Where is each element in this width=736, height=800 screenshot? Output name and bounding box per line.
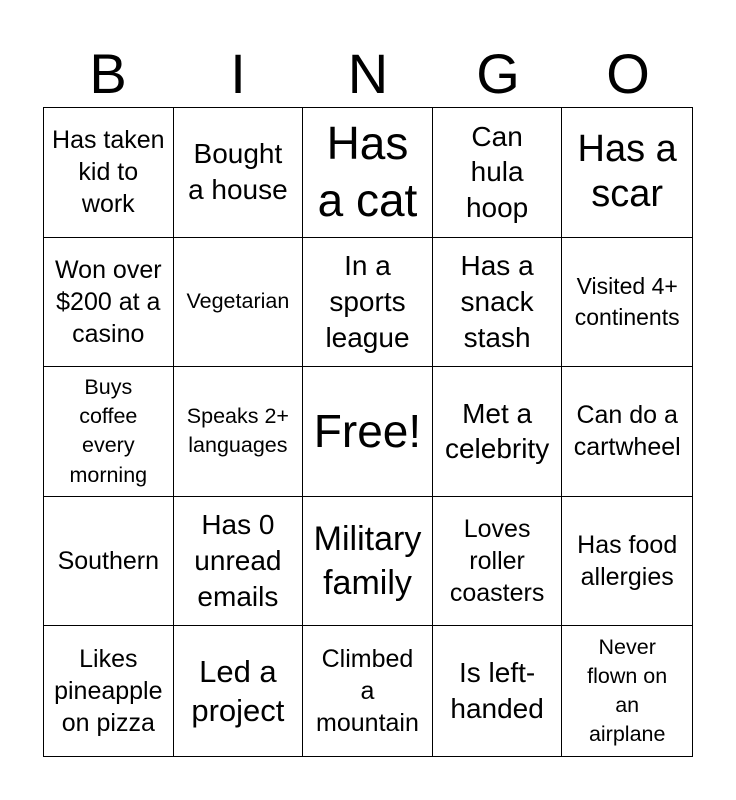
cell-text: Speaks 2+ languages [186, 404, 289, 458]
bingo-cell[interactable] [44, 497, 174, 627]
bingo-cell[interactable] [174, 497, 304, 627]
bingo-cell[interactable] [433, 626, 563, 756]
cell-text: Has a scar [577, 128, 677, 216]
cell-text: Military family [313, 519, 422, 603]
bingo-cell[interactable] [174, 238, 304, 368]
cell-text: Visited 4+ continents [574, 272, 680, 330]
bingo-cell[interactable] [433, 367, 563, 497]
cell-text: Can hula hoop [465, 120, 529, 224]
bingo-cell[interactable] [303, 367, 433, 497]
bingo-cell[interactable] [44, 626, 174, 756]
cell-text: Loves roller coasters [449, 515, 545, 608]
bingo-cell[interactable] [433, 497, 563, 627]
bingo-cell[interactable] [433, 238, 563, 368]
header-letter-b: B [89, 42, 127, 105]
bingo-cell[interactable] [303, 626, 433, 756]
bingo-cell[interactable] [174, 626, 304, 756]
bingo-cell[interactable] [562, 108, 692, 238]
bingo-cell[interactable] [303, 238, 433, 368]
bingo-cell[interactable] [562, 367, 692, 497]
header-letter-n: N [347, 42, 389, 105]
cell-text: Bought a house [188, 138, 288, 206]
cell-text: Has a snack stash [460, 250, 534, 353]
bingo-cell[interactable] [303, 108, 433, 238]
cell-text: Buys coffee every morning [69, 375, 148, 487]
cell-text: Is left-handed [450, 657, 544, 725]
cell-text: Vegetarian [186, 289, 290, 314]
bingo-cell[interactable] [174, 108, 304, 238]
bingo-cell[interactable] [433, 108, 563, 238]
bingo-board [43, 107, 693, 757]
cell-text: In a sports league [325, 250, 410, 353]
bingo-cell[interactable] [562, 238, 692, 368]
cell-text: Has food allergies [577, 531, 678, 592]
cell-text: Has a cat [317, 116, 418, 227]
header-letter-g: G [476, 42, 520, 105]
cell-text: Won over $200 at a casino [55, 255, 162, 348]
cell-text: Never flown on an airplane [587, 634, 668, 747]
cell-text: Likes pineapple on pizza [54, 645, 163, 738]
cell-text: Has taken kid to work [52, 126, 165, 219]
bingo-cell[interactable] [303, 497, 433, 627]
cell-text: Met a celebrity [444, 397, 550, 465]
cell-text: Free! [313, 404, 422, 457]
bingo-cell[interactable] [44, 367, 174, 497]
header-letter-i: I [230, 42, 246, 105]
cell-text: Climbed a mountain [316, 645, 419, 738]
bingo-header [43, 40, 693, 108]
bingo-cell[interactable] [44, 238, 174, 368]
cell-text: Can do a cartwheel [573, 401, 681, 462]
bingo-cell[interactable] [174, 367, 304, 497]
cell-text: Led a project [191, 653, 285, 729]
cell-text: Southern [57, 547, 160, 576]
bingo-cell[interactable] [562, 497, 692, 627]
bingo-cell[interactable] [44, 108, 174, 238]
bingo-cell[interactable] [562, 626, 692, 756]
header-letter-o: O [606, 42, 650, 105]
cell-text: Has 0 unread emails [194, 509, 282, 612]
